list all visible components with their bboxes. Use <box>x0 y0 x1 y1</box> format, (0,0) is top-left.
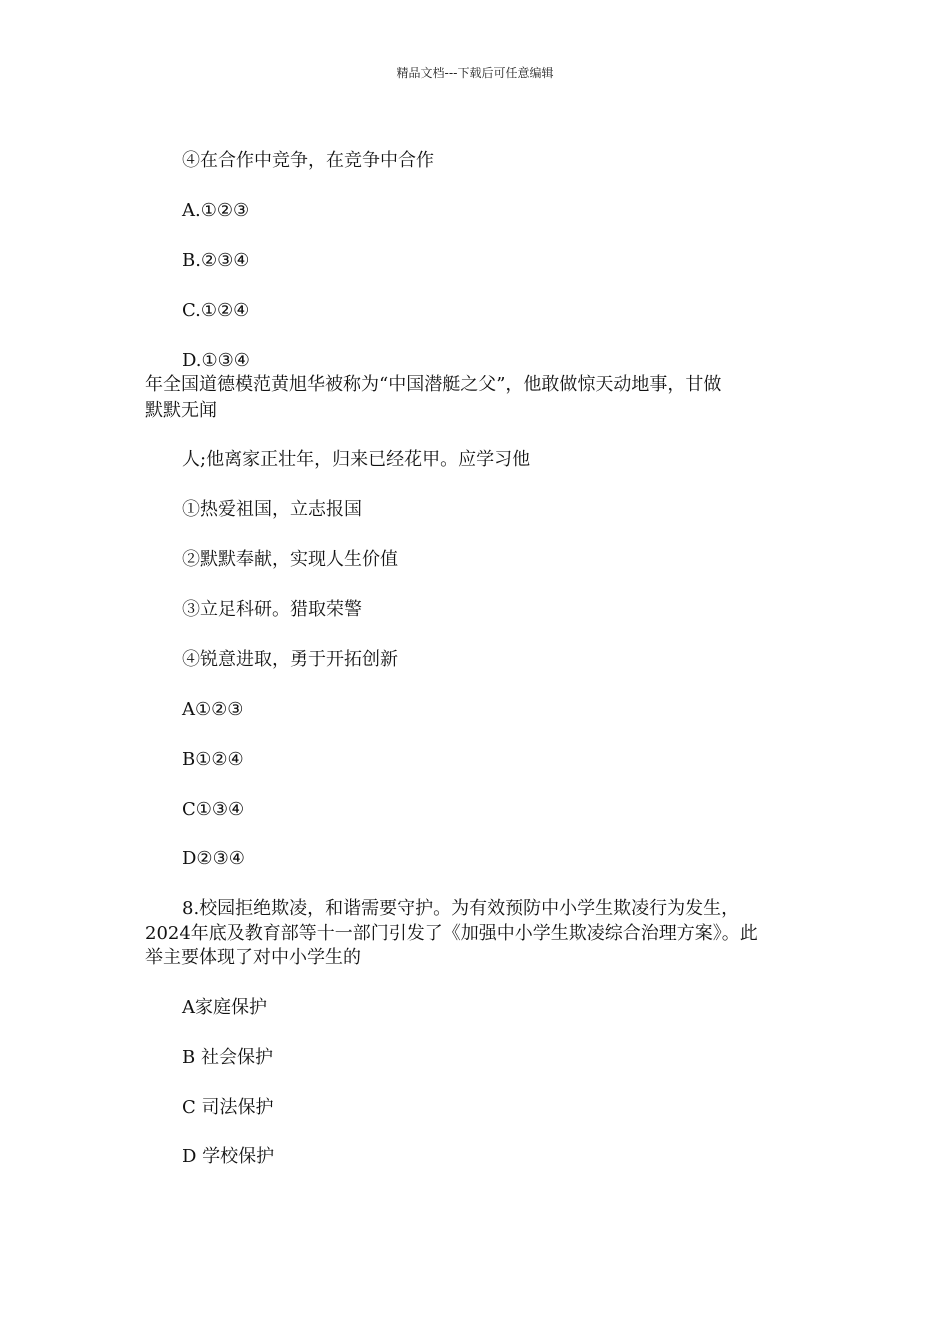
q7-item-2: ②默默奉献，实现人生价值 <box>182 549 398 570</box>
q8-stem-line-1: 8.校园拒绝欺凌，和谐需要守护。为有效预防中小学生欺凌行为发生， <box>182 898 740 919</box>
q8-option-d: D 学校保护 <box>182 1146 275 1167</box>
q8-option-a: A家庭保护 <box>182 997 267 1018</box>
q6-option-c: C.①②④ <box>182 300 250 321</box>
q7-option-c: C①③④ <box>182 799 245 820</box>
q7-option-a: A①②③ <box>182 699 244 720</box>
q8-option-b: B 社会保护 <box>182 1047 273 1068</box>
q8-stem-line-2: 2024年底及教育部等十一部门引发了《加强中小学生欺凌综合治理方案》。此 <box>145 923 758 944</box>
q7-stem-line-2: 默默无闻 <box>145 400 217 421</box>
q7-option-b: B①②④ <box>182 749 244 770</box>
q6-item-4: ④在合作中竞争，在竞争中合作 <box>182 150 434 171</box>
q7-item-4: ④锐意进取，勇于开拓创新 <box>182 649 398 670</box>
q7-item-1: ①热爱祖国，立志报国 <box>182 499 362 520</box>
q7-stem-line-3: 人;他离家正壮年，归来已经花甲。应学习他 <box>182 449 531 470</box>
q6-option-a: A.①②③ <box>182 200 250 221</box>
q7-option-d: D②③④ <box>182 848 245 869</box>
q6-option-b: B.②③④ <box>182 250 250 271</box>
q6-option-d: D.①③④ <box>182 350 250 371</box>
q8-stem-line-3: 举主要体现了对中小学生的 <box>145 947 361 968</box>
q7-item-3: ③立足科研。猎取荣警 <box>182 599 362 620</box>
q8-option-c: C 司法保护 <box>182 1097 274 1118</box>
page-header: 精品文档---下载后可任意编辑 <box>396 66 554 80</box>
q7-stem-line-1: 年全国道德模范黄旭华被称为“中国潜艇之父”，他敢做惊天动地事，甘做 <box>145 374 722 395</box>
